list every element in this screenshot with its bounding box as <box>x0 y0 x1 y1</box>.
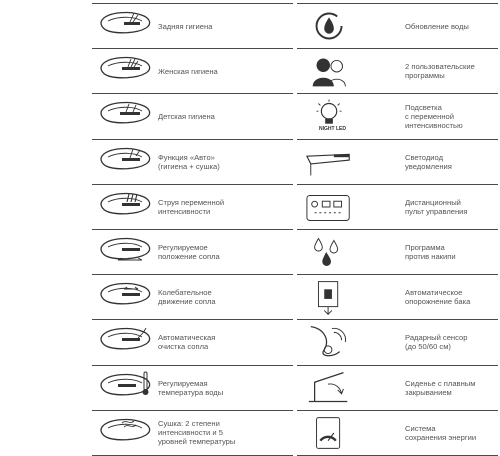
feature-label: Регулируемое положение сопла <box>158 242 220 261</box>
feature-label: 2 пользовательские программы <box>405 62 475 81</box>
feature-row <box>92 274 293 319</box>
feature-label: Струя переменной интенсивности <box>158 197 225 216</box>
auto-function-icon <box>98 144 154 180</box>
tank-drain-icon <box>305 279 355 315</box>
water-temperature-icon <box>98 370 154 406</box>
feature-row <box>92 93 293 138</box>
energy-saving-icon <box>305 415 355 451</box>
radar-sensor-icon <box>305 324 355 360</box>
feature-label: Функция «Авто» (гигиена + сушка) <box>158 152 220 171</box>
variable-jet-icon <box>98 189 154 225</box>
feature-label: Сиденье с плавным закрыванием <box>405 378 476 397</box>
feature-label: Регулируемая температура воды <box>158 378 224 397</box>
feature-row <box>92 319 293 364</box>
feature-label: Система сохранения энергии <box>405 423 477 442</box>
feature-row <box>92 365 293 410</box>
feature-row <box>92 229 293 274</box>
feature-label: Колебательное движение сопла <box>158 288 216 307</box>
drying-icon <box>98 415 154 451</box>
features-column-right <box>297 3 498 456</box>
feature-row <box>92 139 293 184</box>
feature-row <box>297 410 498 456</box>
child-hygiene-icon <box>98 98 154 134</box>
feature-label: Радарный сенсор (до 50/60 см) <box>405 333 468 352</box>
nozzle-oscillation-icon <box>98 279 154 315</box>
feature-label: Программа против накипи <box>405 242 456 261</box>
feature-label: Автоматическая очистка сопла <box>158 333 216 352</box>
night-led-badge: NIGHT LED <box>319 126 346 133</box>
water-refresh-icon <box>305 8 355 44</box>
led-bulb-icon <box>305 98 355 134</box>
two-users-icon <box>305 53 355 89</box>
feature-row <box>297 365 498 410</box>
feature-row <box>297 139 498 184</box>
features-column-left <box>92 3 293 456</box>
feature-row <box>92 410 293 456</box>
feature-label: Подсветка с переменной интенсивностью <box>405 102 463 130</box>
feature-row <box>297 229 498 274</box>
feminine-hygiene-icon <box>98 53 154 89</box>
feature-label: Детская гигиена <box>158 111 215 121</box>
nozzle-cleaning-icon <box>98 324 154 360</box>
feature-label: Задняя гигиена <box>158 21 213 31</box>
led-indicator-icon <box>305 144 355 180</box>
feature-label: Дистанционный пульт управления <box>405 197 468 216</box>
anti-limescale-icon <box>305 234 355 270</box>
feature-row <box>297 3 498 48</box>
feature-label: Автоматическое опорожнение бака <box>405 288 471 307</box>
feature-row <box>92 184 293 229</box>
soft-close-icon <box>305 370 355 406</box>
nozzle-position-icon <box>98 234 154 270</box>
feature-label: Женская гигиена <box>158 66 218 76</box>
features-grid <box>92 3 498 445</box>
feature-row <box>92 48 293 93</box>
remote-control-icon <box>305 189 355 225</box>
feature-row <box>297 48 498 93</box>
rear-hygiene-icon <box>98 8 154 44</box>
feature-row <box>297 319 498 364</box>
feature-row <box>297 184 498 229</box>
feature-row <box>297 93 498 138</box>
feature-label: Обновление воды <box>405 21 469 31</box>
feature-row <box>297 274 498 319</box>
feature-label: Сушка: 2 степени интенсивности и 5 уровней температуры <box>158 419 236 447</box>
feature-row <box>92 3 293 48</box>
feature-label: Светодиод уведомления <box>405 152 452 171</box>
